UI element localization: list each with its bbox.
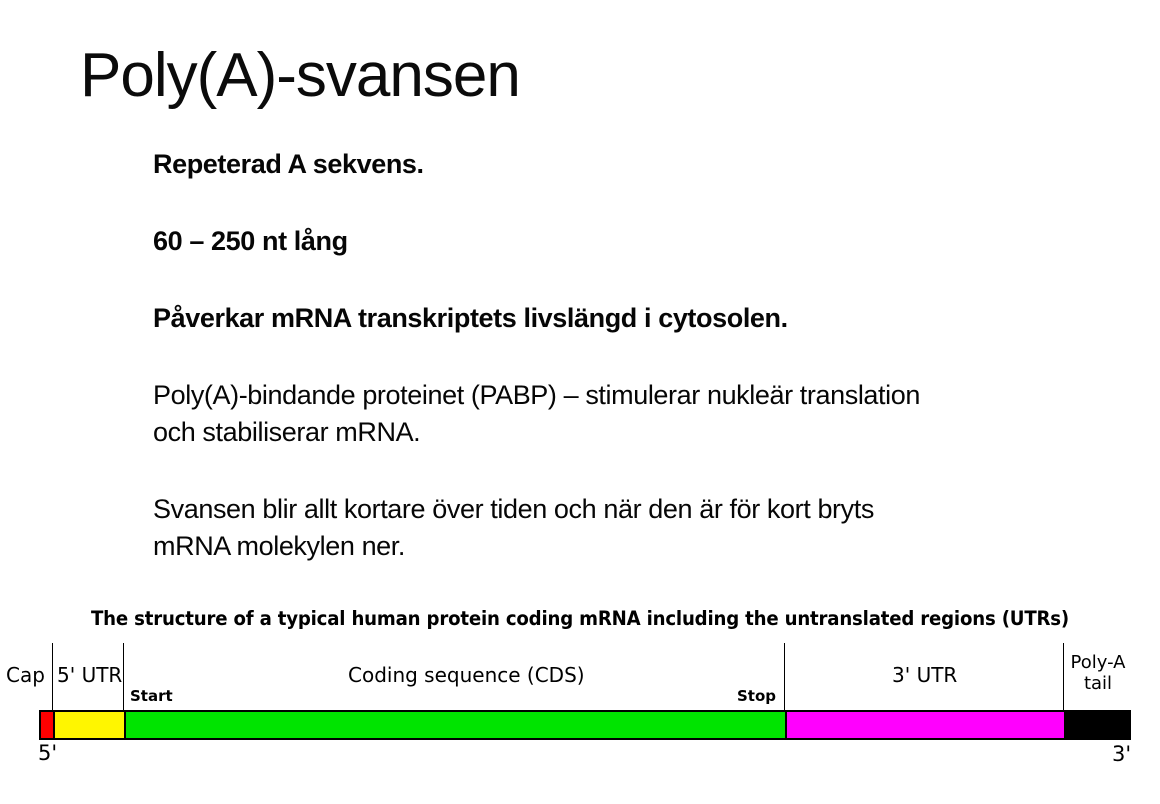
boundary-line-cap-5utr bbox=[52, 643, 53, 710]
segment-cds bbox=[124, 712, 785, 738]
label-cap: Cap bbox=[6, 663, 45, 687]
text-line: Svansen blir allt kortare över tiden och när den är för kort bryts bbox=[153, 494, 874, 524]
slide-body-text bbox=[153, 146, 1013, 605]
label-3-utr: 3' UTR bbox=[892, 663, 958, 687]
label-5-prime-end: 5' bbox=[38, 741, 58, 765]
label-start-codon: Start bbox=[130, 687, 173, 705]
label-5-utr: 5' UTR bbox=[57, 663, 123, 687]
label-polya-line2: tail bbox=[1083, 673, 1113, 694]
text-line: Påverkar mRNA transkriptets livslängd i cytosolen. bbox=[153, 303, 788, 333]
segment-cap bbox=[41, 712, 53, 738]
slide-title: Poly(A)-svansen bbox=[80, 41, 520, 110]
label-stop-codon: Stop bbox=[737, 687, 777, 705]
segment-3-utr bbox=[785, 712, 1064, 738]
label-coding-sequence: Coding sequence (CDS) bbox=[348, 663, 585, 687]
boundary-line-5utr-cds bbox=[123, 643, 124, 710]
text-line: Poly(A)-bindande proteinet (PABP) – stimulerar nukleär translation bbox=[153, 380, 920, 410]
label-polya-line1: Poly-A bbox=[1070, 652, 1126, 673]
paragraph-repeated-a bbox=[153, 146, 1013, 183]
label-3-prime-end: 3' bbox=[1112, 742, 1132, 766]
diagram-title: The structure of a typical human protein coding mRNA including the untranslated regions (UTRs) bbox=[90, 607, 1070, 630]
text-line: 60 – 250 nt lång bbox=[153, 226, 348, 256]
segment-polya-tail bbox=[1064, 712, 1129, 738]
paragraph-pabp bbox=[153, 377, 1013, 451]
boundary-line-3utr-polya bbox=[1063, 643, 1064, 710]
mrna-bar bbox=[39, 710, 1131, 740]
text-line: mRNA molekylen ner. bbox=[153, 531, 405, 561]
text-line: och stabiliserar mRNA. bbox=[153, 417, 421, 447]
text-line: Repeterad A sekvens. bbox=[153, 149, 424, 179]
label-polya-tail bbox=[1062, 652, 1134, 694]
segment-5-utr bbox=[53, 712, 124, 738]
paragraph-shortening bbox=[153, 491, 1013, 565]
paragraph-length bbox=[153, 223, 1013, 260]
boundary-line-cds-3utr bbox=[784, 643, 785, 710]
paragraph-lifespan bbox=[153, 300, 1013, 337]
